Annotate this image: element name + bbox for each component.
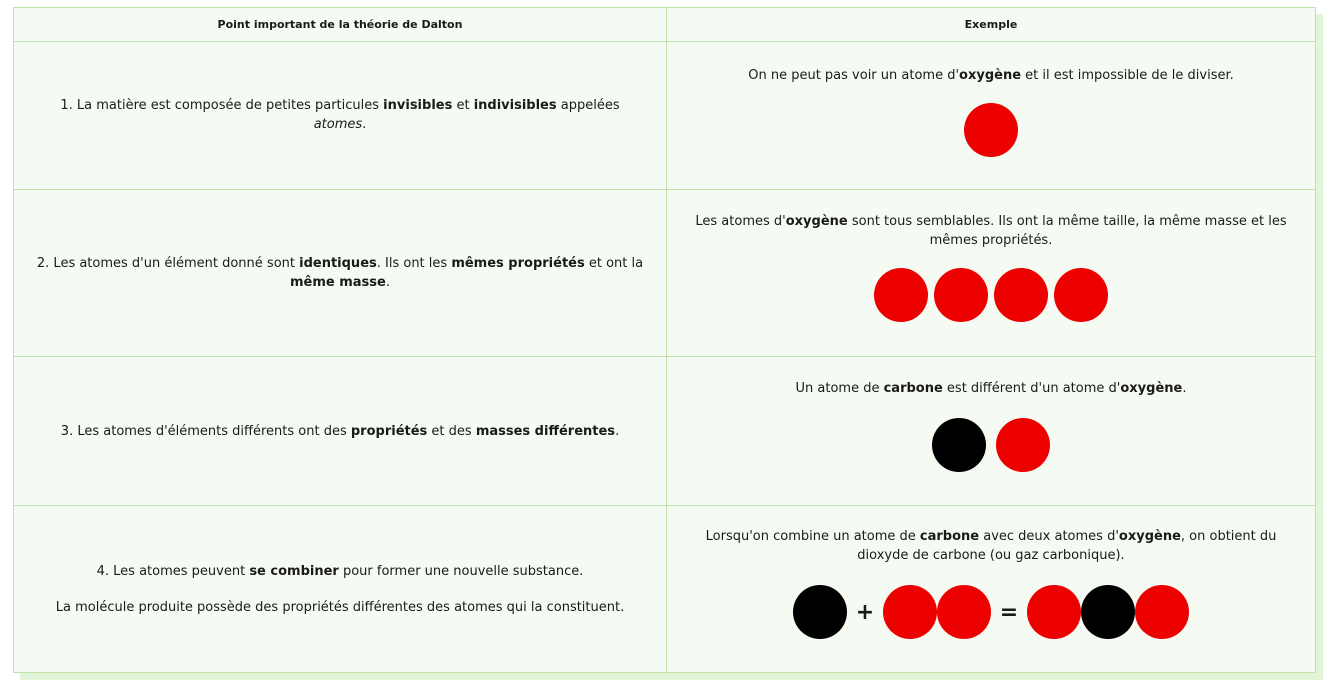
oxygen-atom-icon: [964, 103, 1018, 157]
point-cell: [14, 357, 667, 506]
atom-illustration: [683, 418, 1299, 472]
oxygen-atom-icon: [996, 418, 1050, 472]
example-cell: [667, 506, 1316, 673]
atom-illustration: [683, 268, 1299, 322]
reaction-illustration: [683, 585, 1299, 639]
table-row: [14, 357, 1316, 506]
table-row: [14, 42, 1316, 190]
point-text: 2. Les atomes d'un élément donné sont identiques. Ils ont les mêmes propriétés et ont la même masse.: [36, 256, 644, 291]
table-container: [13, 7, 1316, 673]
carbon-atom-icon: [932, 418, 986, 472]
oxygen-atom-icon: [937, 585, 991, 639]
oxygen-atom-icon: [1135, 585, 1189, 639]
table-row: [14, 189, 1316, 357]
header-example: Exemple: [667, 8, 1316, 42]
oxygen-atom-icon: [1027, 585, 1081, 639]
atom-illustration: [683, 103, 1299, 157]
example-cell: [667, 42, 1316, 190]
dalton-theory-table: [13, 7, 1316, 673]
point-text: 4. Les atomes peuvent se combiner pour former une nouvelle substance.: [96, 563, 584, 579]
point-text-secondary: La molécule produite possède des propriétés différentes des atomes qui la constituent.: [55, 599, 625, 615]
table-row: [14, 506, 1316, 673]
oxygen-atom-icon: [994, 268, 1048, 322]
header-point: Point important de la théorie de Dalton: [14, 8, 667, 42]
oxygen-atom-icon: [934, 268, 988, 322]
table-header-row: [14, 8, 1316, 42]
point-cell: [14, 42, 667, 190]
example-text: Les atomes d'oxygène sont tous semblables. Ils ont la même taille, la même masse et les mêmes propriétés.: [695, 213, 1287, 248]
oxygen-atom-icon: [883, 585, 937, 639]
oxygen-atom-icon: [874, 268, 928, 322]
example-cell: [667, 189, 1316, 357]
example-text: Lorsqu'on combine un atome de carbone avec deux atomes d'oxygène, on obtient du dioxyde de carbone (ou gaz carbonique).: [705, 529, 1277, 564]
point-text: 3. Les atomes d'éléments différents ont des propriétés et des masses différentes.: [60, 423, 620, 439]
example-cell: [667, 357, 1316, 506]
carbon-atom-icon: [1081, 585, 1135, 639]
point-text: 1. La matière est composée de petites particules invisibles et indivisibles appelées atomes.: [60, 98, 620, 133]
point-cell: [14, 506, 667, 673]
point-cell: [14, 189, 667, 357]
example-text: On ne peut pas voir un atome d'oxygène et il est impossible de le diviser.: [748, 68, 1234, 83]
carbon-atom-icon: [793, 585, 847, 639]
plus-icon: +: [855, 599, 875, 625]
oxygen-atom-icon: [1054, 268, 1108, 322]
equals-icon: =: [999, 599, 1019, 625]
example-text: Un atome de carbone est différent d'un atome d'oxygène.: [795, 381, 1187, 397]
